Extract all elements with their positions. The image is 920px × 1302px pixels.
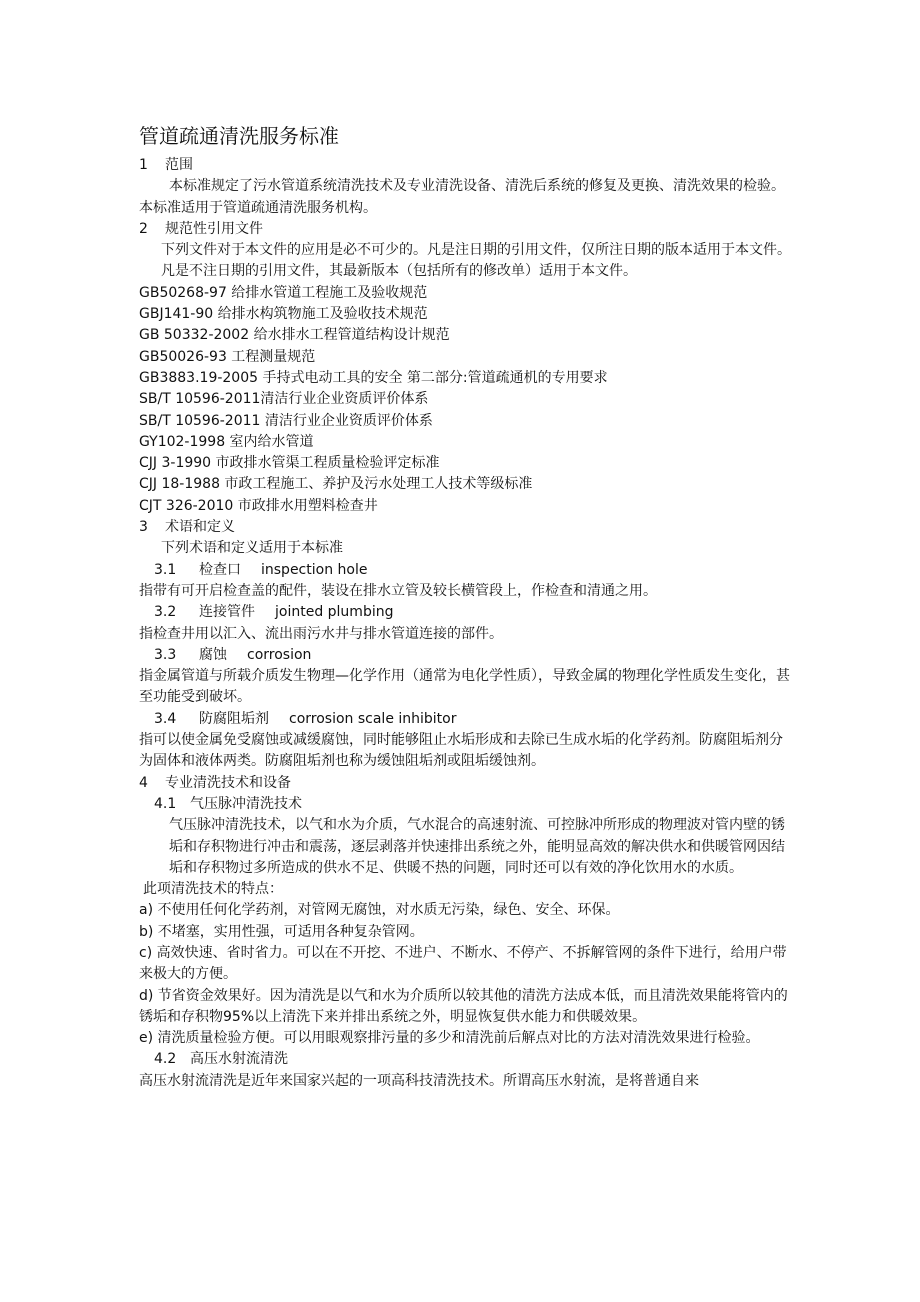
list-item: c) 高效快速、省时省力。可以在不开挖、不进户、不断水、不停产、不拆解管网的条件下进行，给用户带来极大的方便。 [139,944,787,983]
paragraph: 下列术语和定义适用于本标准 [161,540,343,557]
reference-item: CJT 326-2010 市政排水用塑料检查井 [139,497,378,514]
reference-item: GB 50332-2002 给水排水工程管道结构设计规范 [139,327,450,344]
term-definition: 指带有可开启检查盖的配件，装设在排水立管及较长横管段上，作检查和清通之用。 [139,582,657,599]
list-item: d) 节省资金效果好。因为清洗是以气和水为介质所以较其他的清洗方法成本低，而且清洗效果能将管内的锈垢和存积物95%以上清洗下来并排出系统之外，明显恢复供水能力和供暖效果。 [139,987,788,1025]
section-heading: 4 专业清洗技术和设备 [139,774,291,791]
reference-item: GB50026-93 工程测量规范 [139,348,316,365]
reference-item: GB3883.19-2005 手持式电动工具的安全 第二部分:管道疏通机的专用要求 [139,369,608,386]
subsection-heading: 4.1 气压脉冲清洗技术 [154,795,302,812]
reference-list [139,283,794,517]
reference-item: GB50268-97 给排水管道工程施工及验收规范 [139,284,428,301]
term-definition: 指可以使金属免受腐蚀或减缓腐蚀，同时能够阻止水垢形成和去除已生成水垢的化学药剂。防腐阻垢剂分为固体和液体两类。防腐阻垢剂也称为缓蚀阻垢剂或阻垢缓蚀剂。 [139,732,783,770]
term-heading: 3.3 腐蚀 corrosion [154,646,312,663]
reference-item: CJJ 18-1988 市政工程施工、养护及污水处理工人技术等级标准 [139,476,533,493]
term-definition: 指金属管道与所载介质发生物理—化学作用（通常为电化学性质），导致金属的物理化学性质发生变化，甚至功能受到破坏。 [139,668,790,706]
reference-item: SB/T 10596-2011 清洁行业企业资质评价体系 [139,412,433,429]
paragraph: 本标准规定了污水管道系统清洗技术及专业清洗设备、清洗后系统的修复及更换、清洗效果的检验。 [169,178,785,195]
paragraph: 气压脉冲清洗技术，以气和水为介质，气水混合的高速射流、可控脉冲所形成的物理波对管内壁的锈垢和存积物进行冲击和震荡，逐层剥落并快速排出系统之外，能明显高效的解决供水和供暖管网因结垢和存积物过多所造成的供水不足、供暖不热的问题，同时还可以有效的净化饮用水的水质。 [169,817,785,876]
reference-item: CJJ 3-1990 市政排水管渠工程质量检验评定标准 [139,455,440,472]
page-title: 管道疏通清洗服务标准 [139,124,339,148]
term-heading: 3.2 连接管件 jointed plumbing [154,604,394,621]
section-heading: 2 规范性引用文件 [139,220,263,237]
subsection-heading: 4.2 高压水射流清洗 [154,1051,288,1068]
reference-item: GY102-1998 室内给水管道 [139,433,314,450]
paragraph: 本标准适用于管道疏通清洗服务机构。 [139,199,377,216]
reference-item: SB/T 10596-2011清洁行业企业资质评价体系 [139,391,429,408]
list-item: b) 不堵塞，实用性强，可适用各种复杂管网。 [139,923,424,940]
term-heading: 3.4 防腐阻垢剂 corrosion scale inhibitor [154,710,457,727]
term-definition: 指检查井用以汇入、流出雨污水井与排水管道连接的部件。 [139,625,503,642]
paragraph: 高压水射流清洗是近年来国家兴起的一项高科技清洗技术。所谓高压水射流，是将普通自来 [139,1072,699,1089]
list-item: a) 不使用任何化学药剂，对管网无腐蚀，对水质无污染，绿色、安全、环保。 [139,902,620,919]
list-item: e) 清洗质量检验方便。可以用眼观察排污量的多少和清洗前后解点对比的方法对清洗效果进行检验。 [139,1030,760,1047]
section-heading: 3 术语和定义 [139,519,235,536]
section-heading: 1 范围 [139,157,193,173]
reference-item: GBJ141-90 给排水构筑物施工及验收技术规范 [139,306,428,323]
paragraph: 下列文件对于本文件的应用是必不可少的。凡是注日期的引用文件，仅所注日期的版本适用于本文件。凡是不注日期的引用文件，其最新版本（包括所有的修改单）适用于本文件。 [161,242,791,280]
paragraph: 此项清洗技术的特点： [143,881,283,898]
document-page [139,122,794,1092]
term-heading: 3.1 检查口 inspection hole [154,561,368,578]
